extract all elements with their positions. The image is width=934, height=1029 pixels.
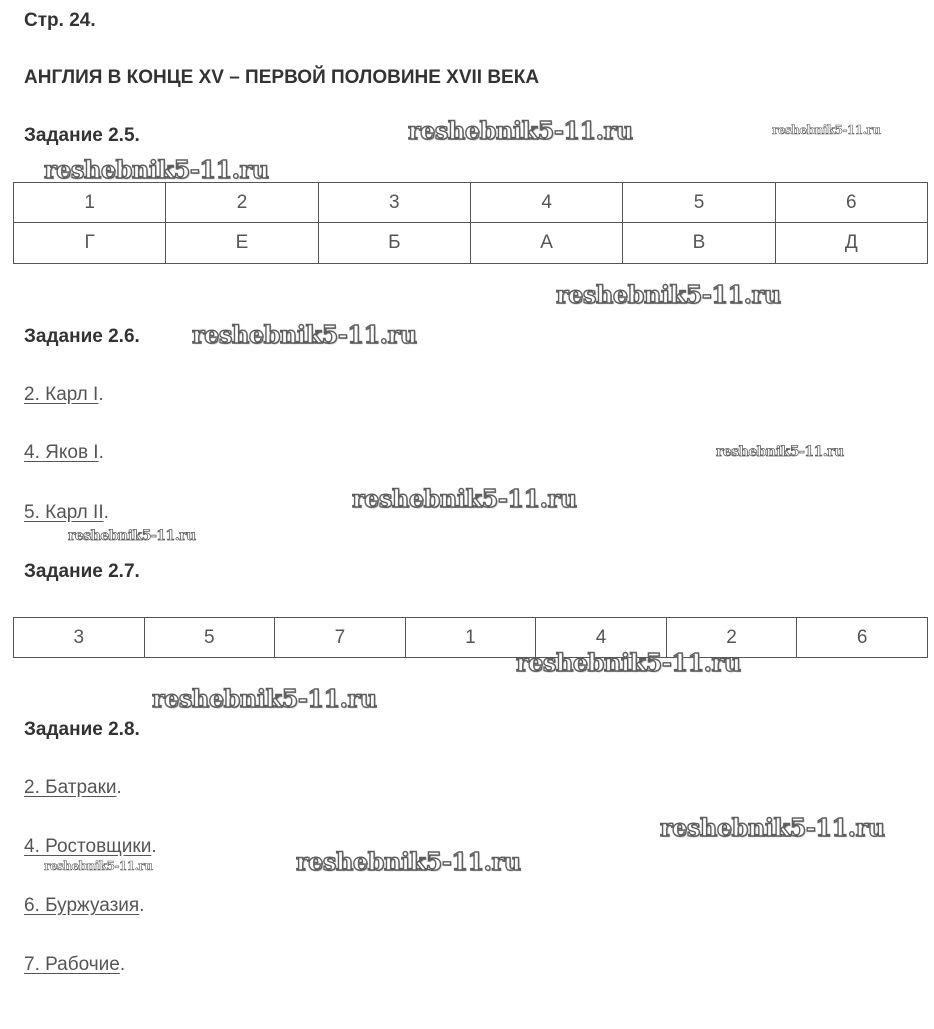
- watermark: reshebnik5-11.ru: [516, 648, 741, 677]
- answer-punct: .: [98, 384, 104, 405]
- task-2-5-answer-row: [14, 223, 928, 264]
- watermark: reshebnik5-11.ru: [192, 320, 417, 349]
- table-cell: 4: [470, 183, 622, 223]
- answer-item[interactable]: [24, 502, 109, 524]
- table-cell: 6: [797, 618, 928, 658]
- answer-punct: .: [116, 777, 122, 798]
- watermark: reshebnik5-11.ru: [296, 847, 521, 876]
- answer-punct: .: [139, 895, 145, 916]
- watermark: reshebnik5-11.ru: [772, 123, 881, 137]
- task-2-5-heading: Задание 2.5.: [24, 125, 140, 146]
- watermark: reshebnik5-11.ru: [44, 155, 269, 184]
- watermark: reshebnik5-11.ru: [556, 280, 781, 309]
- answer-item[interactable]: [24, 384, 104, 406]
- table-cell: В: [623, 223, 775, 264]
- answer-item[interactable]: [24, 895, 145, 917]
- table-cell: 3: [14, 618, 145, 658]
- answer-link[interactable]: 6. Буржуазия: [24, 895, 140, 916]
- table-cell: 2: [666, 618, 797, 658]
- table-cell: 3: [318, 183, 470, 223]
- answer-punct: .: [151, 836, 157, 857]
- answer-punct: .: [103, 502, 109, 523]
- watermark: reshebnik5-11.ru: [408, 116, 633, 145]
- page-number: Стр. 24.: [24, 10, 96, 31]
- answer-link[interactable]: 4. Ростовщики: [24, 836, 152, 857]
- watermark: reshebnik5-11.ru: [152, 684, 377, 713]
- answer-punct: .: [119, 954, 126, 975]
- answer-link[interactable]: 7. Рабочие: [24, 954, 120, 975]
- watermark: reshebnik5-11.ru: [68, 528, 196, 544]
- task-2-5-table: [13, 182, 928, 264]
- table-cell: 6: [775, 183, 927, 223]
- table-cell: А: [470, 223, 622, 264]
- answer-link[interactable]: 2. Батраки: [24, 777, 117, 798]
- watermark: reshebnik5-11.ru: [660, 813, 885, 842]
- table-cell: Д: [775, 223, 927, 264]
- answer-punct: .: [98, 442, 104, 463]
- answer-link[interactable]: 5. Карл II: [24, 502, 104, 523]
- table-cell: 7: [275, 618, 406, 658]
- table-cell: 1: [14, 183, 166, 223]
- table-cell: Е: [166, 223, 318, 264]
- answer-item[interactable]: [24, 836, 157, 858]
- task-2-8-heading: Задание 2.8.: [24, 719, 140, 740]
- table-cell: 2: [166, 183, 318, 223]
- task-2-7-table: [13, 617, 928, 658]
- answer-link[interactable]: 2. Карл I: [24, 384, 99, 405]
- watermark: reshebnik5-11.ru: [44, 859, 153, 873]
- watermark: reshebnik5-11.ru: [352, 484, 577, 513]
- task-2-6-heading: Задание 2.6.: [24, 326, 140, 347]
- task-2-7-heading: Задание 2.7.: [24, 561, 140, 582]
- table-cell: 4: [536, 618, 667, 658]
- table-cell: 1: [405, 618, 536, 658]
- answer-link[interactable]: 4. Яков I: [24, 442, 99, 463]
- table-cell: Б: [318, 223, 470, 264]
- page-title: АНГЛИЯ В КОНЦЕ XV – ПЕРВОЙ ПОЛОВИНЕ XVII ВЕКА: [24, 67, 540, 88]
- table-cell: Г: [14, 223, 166, 264]
- answer-item[interactable]: [24, 442, 104, 464]
- watermark: reshebnik5-11.ru: [716, 444, 844, 460]
- answer-item[interactable]: [24, 777, 122, 799]
- task-2-7-row: [14, 618, 928, 658]
- answer-item[interactable]: [24, 954, 125, 976]
- table-cell: 5: [144, 618, 275, 658]
- task-2-5-header-row: [14, 183, 928, 223]
- table-cell: 5: [623, 183, 775, 223]
